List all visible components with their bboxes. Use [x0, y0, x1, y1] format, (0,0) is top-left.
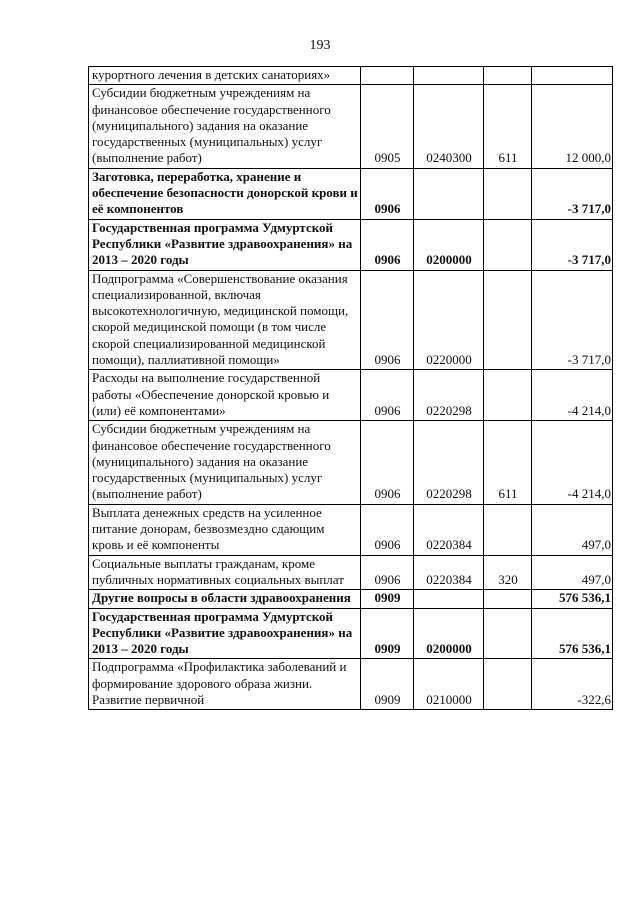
row-section-code: 0906	[361, 421, 414, 504]
row-target-code: 0220000	[414, 270, 484, 370]
row-target-code	[414, 168, 484, 219]
table-row	[89, 590, 613, 608]
table-row	[89, 421, 613, 504]
row-description: Социальные выплаты гражданам, кроме публичных нормативных социальных выплат	[89, 555, 361, 590]
row-expense-type	[484, 504, 532, 555]
row-description: Подпрограмма «Совершенствование оказания специализированной, включая высокотехнологичную, медицинской помощи, скорой медицинской помощи (в том числе скорой специализированной медицинской помощи), паллиативной помощи»	[89, 270, 361, 370]
row-description: Подпрограмма «Профилактика заболеваний и формирование здорового образа жизни. Развитие первичной	[89, 659, 361, 710]
table-row	[89, 219, 613, 270]
row-expense-type	[484, 67, 532, 85]
row-amount: -3 717,0	[532, 168, 613, 219]
row-expense-type	[484, 370, 532, 421]
row-expense-type: 611	[484, 85, 532, 168]
row-section-code: 0906	[361, 504, 414, 555]
row-amount: -322,6	[532, 659, 613, 710]
row-target-code: 0240300	[414, 85, 484, 168]
table-row	[89, 85, 613, 168]
row-expense-type	[484, 219, 532, 270]
row-description: курортного лечения в детских санаториях»	[89, 67, 361, 85]
row-amount: 576 536,1	[532, 590, 613, 608]
row-description: Расходы на выполнение государственной работы «Обеспечение донорской кровью и (или) её компонентами»	[89, 370, 361, 421]
row-amount: -3 717,0	[532, 270, 613, 370]
row-target-code	[414, 590, 484, 608]
row-target-code: 0200000	[414, 608, 484, 659]
row-expense-type	[484, 590, 532, 608]
table-row	[89, 270, 613, 370]
row-section-code: 0906	[361, 370, 414, 421]
row-target-code: 0220384	[414, 555, 484, 590]
row-target-code: 0200000	[414, 219, 484, 270]
page-number: 193	[309, 38, 331, 53]
row-amount: -3 717,0	[532, 219, 613, 270]
row-amount: 497,0	[532, 555, 613, 590]
row-target-code: 0220298	[414, 370, 484, 421]
row-amount: 497,0	[532, 504, 613, 555]
row-amount: 576 536,1	[532, 608, 613, 659]
row-expense-type	[484, 270, 532, 370]
row-section-code: 0906	[361, 555, 414, 590]
row-expense-type: 320	[484, 555, 532, 590]
row-section-code: 0906	[361, 168, 414, 219]
table-row	[89, 608, 613, 659]
row-expense-type	[484, 659, 532, 710]
table-row	[89, 370, 613, 421]
budget-table-body	[89, 67, 613, 710]
table-row	[89, 555, 613, 590]
row-description: Выплата денежных средств на усиленное питание донорам, безвозмездно сдающим кровь и её компоненты	[89, 504, 361, 555]
row-target-code	[414, 67, 484, 85]
row-amount: 12 000,0	[532, 85, 613, 168]
row-section-code: 0906	[361, 219, 414, 270]
row-section-code: 0905	[361, 85, 414, 168]
row-expense-type: 611	[484, 421, 532, 504]
row-section-code	[361, 67, 414, 85]
row-description: Государственная программа Удмуртской Республики «Развитие здравоохранения» на 2013 – 2020 годы	[89, 219, 361, 270]
row-description: Заготовка, переработка, хранение и обеспечение безопасности донорской крови и её компонентов	[89, 168, 361, 219]
row-target-code: 0220298	[414, 421, 484, 504]
row-description: Субсидии бюджетным учреждениям на финансовое обеспечение государственного (муниципального) задания на оказание государственных (муниципальных) услуг (выполнение работ)	[89, 421, 361, 504]
row-amount: -4 214,0	[532, 370, 613, 421]
table-row	[89, 168, 613, 219]
row-expense-type	[484, 168, 532, 219]
row-description: Субсидии бюджетным учреждениям на финансовое обеспечение государственного (муниципального) задания на оказание государственных (муниципальных) услуг (выполнение работ)	[89, 85, 361, 168]
row-section-code: 0909	[361, 590, 414, 608]
row-expense-type	[484, 608, 532, 659]
row-amount	[532, 67, 613, 85]
row-description: Другие вопросы в области здравоохранения	[89, 590, 361, 608]
row-target-code: 0220384	[414, 504, 484, 555]
row-section-code: 0909	[361, 608, 414, 659]
row-description: Государственная программа Удмуртской Республики «Развитие здравоохранения» на 2013 – 2020 годы	[89, 608, 361, 659]
table-row	[89, 504, 613, 555]
row-target-code: 0210000	[414, 659, 484, 710]
table-row	[89, 659, 613, 710]
table-row	[89, 67, 613, 85]
row-amount: -4 214,0	[532, 421, 613, 504]
budget-table	[88, 66, 613, 710]
row-section-code: 0909	[361, 659, 414, 710]
row-section-code: 0906	[361, 270, 414, 370]
